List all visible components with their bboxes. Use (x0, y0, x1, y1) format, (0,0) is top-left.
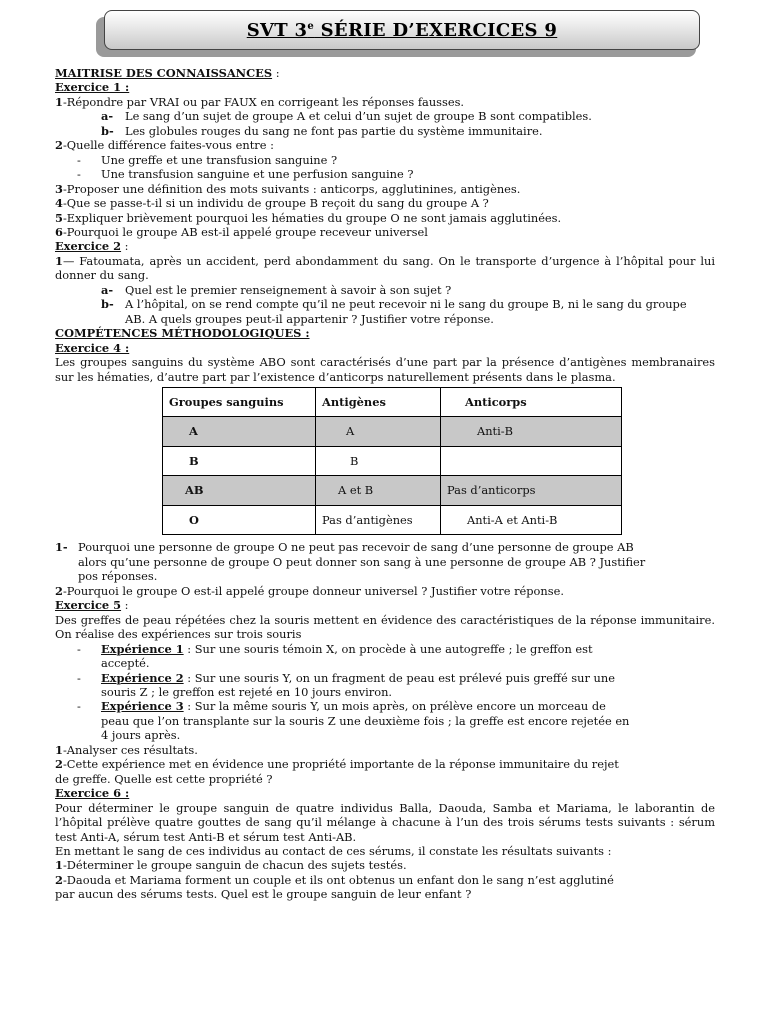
title-part-2: SÉRIE D’EXERCICES 9 (314, 19, 558, 41)
ex4-question-2 (55, 584, 715, 598)
ex4-q2-number: 2 (55, 583, 63, 598)
exercise-4-title: Exercice 4 : (55, 340, 130, 355)
ex1-item-b-label: b- (101, 123, 114, 138)
ex6-question-1 (55, 858, 715, 872)
title-part-1: SVT 3 (246, 19, 308, 41)
ex1-dash-item-2-text: Une transfusion sanguine et une perfusion sanguine ? (101, 167, 414, 182)
ex5-experience-3-body (101, 699, 629, 742)
ex4-question-1 (55, 540, 715, 583)
exercise-2-title (55, 239, 715, 253)
ex1-dash-item-1 (55, 153, 715, 167)
ex1-q2-text: -Quelle différence faites-vous entre : (62, 138, 274, 153)
ex5-q1-text: -Analyser ces résultats. (62, 742, 198, 757)
table-header-cell: Anticorps (441, 387, 622, 417)
table-cell: Pas d’anticorps (441, 476, 622, 506)
table-cell: AB (163, 476, 316, 506)
section-title-text: MAITRISE DES CONNAISSANCES (55, 66, 273, 80)
blood-groups-table (162, 387, 622, 536)
ex4-q2-text: -Pourquoi le groupe O est-il appelé groupe donneur universel ? Justifier votre réponse. (62, 583, 564, 598)
ex5-experience-3 (55, 699, 715, 742)
document-body (55, 66, 715, 902)
table-cell: A et B (316, 476, 441, 506)
table-cell: Anti-A et Anti-B (441, 505, 622, 535)
exercise-1-title: Exercice 1 : (55, 80, 130, 95)
table-cell: O (163, 505, 316, 535)
ex4-q1-number: 1- (55, 540, 68, 555)
ex2-item-a-text: Quel est le premier renseignement à savoir à son sujet ? (125, 282, 452, 297)
ex6-question-2-continuation: par aucun des sérums tests. Quel est le groupe sanguin de leur enfant ? (55, 887, 472, 902)
ex5-question-2 (55, 757, 715, 771)
exercise-2-title-text: Exercice 2 (55, 239, 122, 254)
ex4-q1-line-2: alors qu’une personne de groupe O peut donner son sang à une personne de groupe AB ? Justifier (78, 554, 646, 569)
ex5-q2-number: 2 (55, 757, 63, 772)
ex1-q6-text: -Pourquoi le groupe AB est-il appelé groupe receveur universel (62, 224, 428, 239)
ex1-item-a (55, 109, 715, 123)
table-row (163, 476, 622, 506)
ex1-item-b-text: Les globules rouges du sang ne font pas partie du système immunitaire. (125, 123, 543, 138)
ex6-q1-text: -Déterminer le groupe sanguin de chacun des sujets testés. (62, 858, 407, 873)
ex1-q4-text: -Que se passe-t-il si un individu de groupe B reçoit du sang du groupe A ? (62, 196, 489, 211)
ex4-q1-line-1: Pourquoi une personne de groupe O ne peut pas recevoir de sang d’une personne de groupe AB (78, 540, 634, 555)
page-title (247, 20, 558, 41)
table-header-row (163, 387, 622, 417)
ex1-question-3 (55, 182, 715, 196)
ex6-q2-number: 2 (55, 872, 63, 887)
table-cell: Pas d’antigènes (316, 505, 441, 535)
section-title-colon: : (272, 66, 280, 80)
ex1-q1-number: 1 (55, 94, 63, 109)
ex2-item-a (55, 283, 715, 297)
exercise-5-title (55, 598, 715, 612)
ex1-question-1 (55, 95, 715, 109)
ex6-q1-number: 1 (55, 858, 63, 873)
ex2-paragraph-text: — Fatoumata, après un accident, perd abondamment du sang. On le transporte d’urgence à l’hôpital pour lui donner du sang. (55, 253, 715, 283)
ex5-question-1 (55, 743, 715, 757)
ex1-q3-text: -Proposer une définition des mots suivants : anticorps, agglutinines, antigènes. (62, 181, 521, 196)
ex5-intro: Des greffes de peau répétées chez la souris mettent en évidence des caractéristiques de la réponse immunitaire. On réalise des expériences sur trois souris (55, 612, 715, 642)
ex1-q6-number: 6 (55, 224, 63, 239)
ex5-experience-2 (55, 671, 715, 700)
title-superscript: e (307, 20, 315, 32)
title-banner (104, 10, 700, 50)
exercise-6-title: Exercice 6 : (55, 786, 130, 801)
ex5-q2-text: -Cette expérience met en évidence une propriété importante de la réponse immunitaire du rejet (62, 757, 619, 772)
experience-3-title: Expérience 3 (101, 699, 184, 714)
dash-bullet: - (77, 641, 81, 656)
table-cell: Anti-B (441, 417, 622, 447)
ex5-q1-number: 1 (55, 742, 63, 757)
ex6-intro: Pour déterminer le groupe sanguin de quatre individus Balla, Daouda, Samba et Mariama, le laborantin de l’hôpital prélève quatre gouttes de sang qu’il mélange à chacune à l’un des trois sérums tests suivants : sérum test Anti-A, sérum test Anti-B et sérum test Anti-AB. (55, 800, 715, 844)
section-title-competences: COMPÉTENCES MÉTHODOLOGIQUES : (55, 326, 310, 341)
table-row (163, 417, 622, 447)
ex2-item-a-label: a- (101, 282, 114, 297)
dash-bullet: - (77, 670, 81, 685)
table-header-cell: Antigènes (316, 387, 441, 417)
table-row (163, 505, 622, 535)
ex1-question-6 (55, 225, 715, 239)
ex1-q5-number: 5 (55, 210, 63, 225)
ex1-q3-number: 3 (55, 181, 63, 196)
table-row (163, 446, 622, 476)
table-cell: A (163, 417, 316, 447)
exercise-2-title-colon: : (121, 239, 129, 254)
ex5-experience-1 (55, 642, 715, 671)
experience-3-continuation-2: 4 jours après. (101, 728, 181, 743)
ex1-question-2 (55, 138, 715, 152)
experience-3-continuation-1: peau que l’on transplante sur la souris Z une deuxième fois ; la greffe est encore rejetée en (101, 713, 630, 728)
ex1-item-a-label: a- (101, 109, 114, 124)
ex1-dash-item-1-text: Une greffe et une transfusion sanguine ? (101, 152, 338, 167)
table-header-cell: Groupes sanguins (163, 387, 316, 417)
experience-3-text: : Sur la même souris Y, un mois après, on prélève encore un morceau de (183, 699, 606, 714)
ex5-question-2-continuation: de greffe. Quelle est cette propriété ? (55, 771, 273, 786)
ex1-q2-number: 2 (55, 138, 63, 153)
ex1-dash-item-2 (55, 167, 715, 181)
experience-1-continuation: accepté. (101, 656, 150, 671)
ex1-item-a-text: Le sang d’un sujet de groupe A et celui d’un sujet de groupe B sont compatibles. (125, 109, 592, 124)
dash-bullet: - (77, 167, 81, 182)
ex2-paragraph (55, 254, 715, 283)
experience-2-continuation: souris Z ; le greffon est rejeté en 10 jours environ. (101, 685, 393, 699)
ex2-paragraph-number: 1 (55, 253, 63, 268)
ex4-q1-line-3: pos réponses. (78, 569, 158, 584)
section-title-connaissances (55, 66, 715, 80)
table-cell: B (163, 446, 316, 476)
ex5-experience-2-body (101, 671, 615, 700)
ex4-q1-body (78, 540, 645, 583)
dash-bullet: - (77, 152, 81, 167)
ex1-q4-number: 4 (55, 196, 63, 211)
experience-1-title: Expérience 1 (101, 641, 184, 656)
ex1-item-b (55, 124, 715, 138)
ex6-line-2: En mettant le sang de ces individus au contact de ces sérums, il constate les résultats suivants : (55, 843, 612, 858)
experience-2-text: : Sur une souris Y, on un fragment de peau est prélevé puis greffé sur une (183, 670, 615, 685)
ex6-q2-text: -Daouda et Mariama forment un couple et ils ont obtenus un enfant don le sang n’est agglutiné (62, 872, 614, 887)
ex1-question-5 (55, 211, 715, 225)
table-cell (441, 446, 622, 476)
ex4-intro: Les groupes sanguins du système ABO sont caractérisés d’une part par la présence d’antigènes membranaires sur les hématies, d’autre part par l’existence d’anticorps naturellement présents dans le plasma. (55, 355, 715, 384)
experience-2-title: Expérience 2 (101, 670, 184, 685)
table-cell: B (316, 446, 441, 476)
ex5-experience-1-body (101, 642, 593, 671)
experience-1-text: : Sur une souris témoin X, on procède à une autogreffe ; le greffon est (183, 641, 593, 656)
ex6-question-2 (55, 873, 715, 887)
ex2-item-b-label: b- (101, 297, 114, 312)
ex2-item-b-text-1: A l’hôpital, on se rend compte qu’il ne peut recevoir ni le sang du groupe B, ni le sang du groupe (125, 297, 687, 312)
ex1-q1-text: -Répondre par VRAI ou par FAUX en corrigeant les réponses fausses. (62, 94, 465, 109)
table-cell: A (316, 417, 441, 447)
ex2-item-b (55, 297, 715, 311)
exercise-5-title-text: Exercice 5 (55, 598, 122, 613)
dash-bullet: - (77, 699, 81, 714)
ex2-item-b-continuation: AB. A quels groupes peut-il appartenir ? Justifier votre réponse. (125, 311, 494, 326)
exercise-5-title-colon: : (121, 598, 129, 613)
ex1-question-4 (55, 196, 715, 210)
ex1-q5-text: -Expliquer brièvement pourquoi les hématies du groupe O ne sont jamais agglutinées. (62, 210, 562, 225)
